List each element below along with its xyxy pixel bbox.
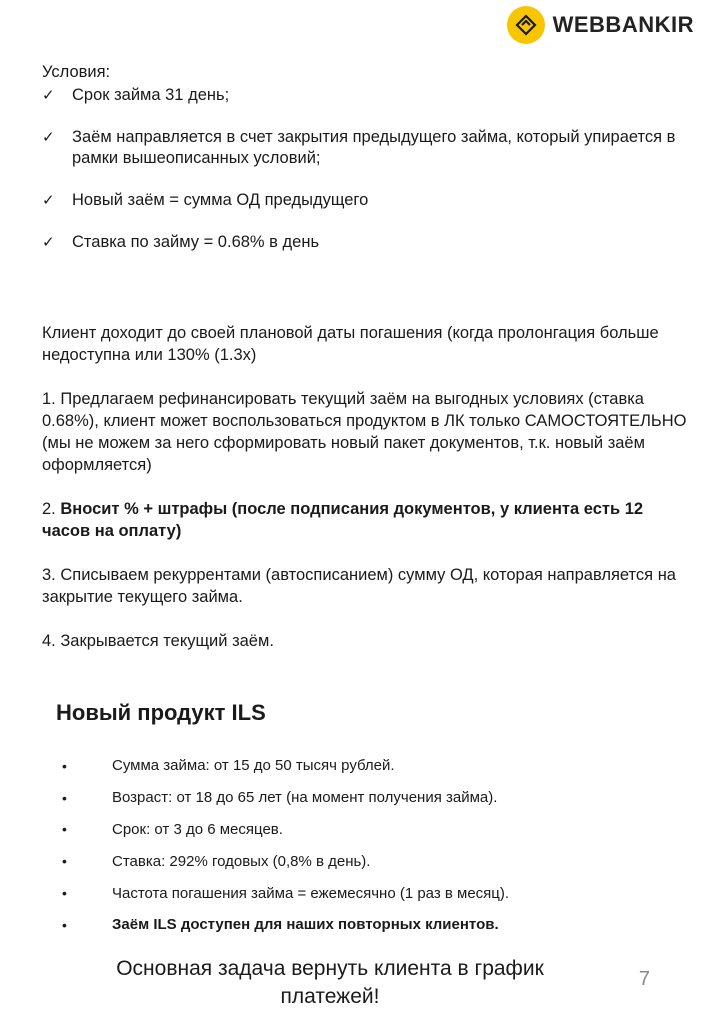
bullet-icon: • <box>62 757 67 774</box>
condition-text: Заём направляется в счет закрытия предыдущего займа, который упирается в рамки вышеописанных условий; <box>72 128 676 167</box>
checkmark-icon: ✓ <box>42 192 55 209</box>
bullet-icon: • <box>62 789 67 806</box>
ils-product-list <box>62 750 682 941</box>
list-item-text: Сумма займа: от 15 до 50 тысяч рублей. <box>112 757 395 775</box>
process-step-3: 3. Списываем рекуррентами (автосписанием) сумму ОД, которая направляется на закрытие текущего займа. <box>42 566 676 606</box>
bullet-icon: • <box>62 916 67 933</box>
process-step-1: 1. Предлагаем рефинансировать текущий заём на выгодных условиях (ставка 0.68%), клиент может воспользоваться продуктом в ЛК только САМОСТОЯТЕЛЬНО (мы не можем за него сформировать новый пакет документов, т.к. новый заём оформляется) <box>42 390 687 474</box>
list-item-text: Ставка: 292% годовых (0,8% в день). <box>112 852 371 870</box>
condition-text: Ставка по займу = 0.68% в день <box>72 233 320 251</box>
conditions-block <box>42 62 682 253</box>
step-2-number: 2. <box>42 500 61 518</box>
step-2-text: Вносит % + штрафы (после подписания документов, у клиента есть 12 часов на оплату) <box>42 500 644 540</box>
condition-item <box>42 127 682 169</box>
process-step-2 <box>42 498 692 542</box>
condition-item <box>42 232 682 253</box>
conditions-title: Условия: <box>42 63 111 81</box>
ils-product-title: Новый продукт ILS <box>56 700 266 725</box>
condition-item <box>42 190 682 211</box>
bullet-icon: • <box>62 885 67 902</box>
checkmark-icon: ✓ <box>42 87 55 104</box>
list-item <box>62 909 682 941</box>
process-description <box>42 322 692 674</box>
bullet-icon: • <box>62 853 67 870</box>
condition-item <box>42 85 682 106</box>
list-item-text: Возраст: от 18 до 65 лет (на момент получения займа). <box>112 789 498 807</box>
list-item-text: Частота погашения займа = ежемесячно (1 раз в месяц). <box>112 884 510 902</box>
condition-text: Срок займа 31 день; <box>72 86 230 104</box>
list-item <box>62 782 682 814</box>
main-task-statement: Основная задача вернуть клиента в график платежей! <box>116 957 544 1008</box>
bullet-icon: • <box>62 821 67 838</box>
webbankir-logo-icon <box>507 6 545 44</box>
brand-name: WEBBANKIR <box>552 12 694 37</box>
list-item <box>62 845 682 877</box>
checkmark-icon: ✓ <box>42 234 55 251</box>
list-item <box>62 750 682 782</box>
checkmark-icon: ✓ <box>42 129 55 146</box>
condition-text: Новый заём = сумма ОД предыдущего <box>72 191 369 209</box>
list-item <box>62 877 682 909</box>
page-number: 7 <box>638 968 650 990</box>
brand-logo <box>507 6 694 44</box>
list-item-text: Заём ILS доступен для наших повторных клиентов. <box>112 916 499 934</box>
process-step-4: 4. Закрывается текущий заём. <box>42 632 274 650</box>
list-item-text: Срок: от 3 до 6 месяцев. <box>112 820 283 838</box>
process-intro: Клиент доходит до своей плановой даты погашения (когда пролонгация больше недоступна или 130% (1.3х) <box>42 324 659 364</box>
list-item <box>62 814 682 846</box>
